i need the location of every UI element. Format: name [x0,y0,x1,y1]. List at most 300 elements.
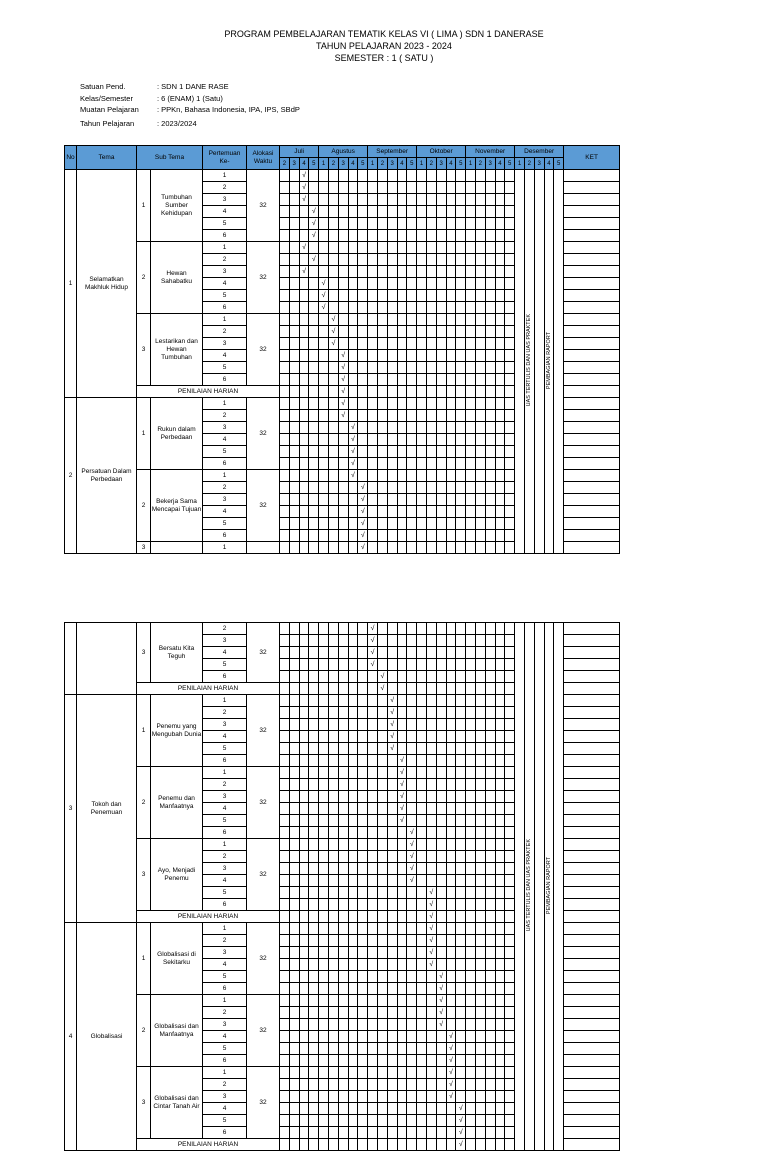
week-cell [436,458,446,470]
week-cell [475,899,485,911]
week-cell [446,314,456,326]
week-cell [289,995,299,1007]
check-mark: √ [351,472,355,479]
week-cell [397,1103,407,1115]
week-cell [466,995,476,1007]
tema-name: Persatuan Dalam Perbedaan [77,398,137,554]
week-cell [338,767,348,779]
week-cell [485,338,495,350]
week-cell [505,314,515,326]
week-cell [358,1115,368,1127]
week-cell [495,206,505,218]
week-cell [280,839,290,851]
week-cell [407,635,417,647]
week-cell [387,218,397,230]
week-cell [426,1079,436,1091]
week-cell [446,899,456,911]
week-cell [358,230,368,242]
week-cell [309,194,319,206]
week-cell [280,1079,290,1091]
week-cell [328,302,338,314]
week-cell [387,899,397,911]
week-cell [338,647,348,659]
week-cell [377,1043,387,1055]
week-cell [328,1007,338,1019]
week-cell [309,266,319,278]
week-cell [387,446,397,458]
week-cell [319,182,329,194]
week-cell [407,875,417,887]
week-cell [485,827,495,839]
week-cell [456,290,466,302]
week-cell [475,242,485,254]
week-cell [348,851,358,863]
week-cell [436,1091,446,1103]
week-cell [426,959,436,971]
check-mark: √ [341,376,346,383]
week-cell [289,707,299,719]
week-cell [505,506,515,518]
week-cell [319,374,329,386]
week-cell [319,887,329,899]
week-cell [289,350,299,362]
week-cell [368,194,378,206]
week-cell [328,518,338,530]
week-cell [466,1115,476,1127]
week-cell [280,959,290,971]
page-title [0,28,768,64]
pertemuan-number: 4 [203,434,247,446]
week-cell [309,851,319,863]
week-cell [377,434,387,446]
week-cell [358,863,368,875]
tema-name: Selamatkan Makhluk Hidup [77,170,137,398]
week-cell [299,446,309,458]
week-cell [319,254,329,266]
week-cell [368,923,378,935]
week-cell [299,350,309,362]
week-cell [328,671,338,683]
week-cell [387,743,397,755]
week-number: 4 [397,158,407,170]
week-cell [299,398,309,410]
week-cell [387,959,397,971]
week-cell [436,326,446,338]
week-cell [328,995,338,1007]
week-cell [436,1067,446,1079]
week-cell [407,1127,417,1139]
week-cell [505,815,515,827]
week-cell [289,779,299,791]
ket-cell [564,374,620,386]
week-cell [397,494,407,506]
pertemuan-number: 4 [203,647,247,659]
week-cell [446,326,456,338]
week-cell [377,542,387,554]
week-cell [417,374,427,386]
week-cell [348,659,358,671]
week-cell [475,827,485,839]
week-cell [280,398,290,410]
week-cell [475,815,485,827]
week-cell [289,1055,299,1067]
week-cell [358,1019,368,1031]
ket-cell [564,1067,620,1079]
week-cell [417,887,427,899]
week-cell [436,935,446,947]
week-cell [446,815,456,827]
week-cell [338,827,348,839]
week-cell [456,1103,466,1115]
week-cell [328,254,338,266]
ket-cell [564,947,620,959]
pertemuan-number: 5 [203,1043,247,1055]
week-cell [328,1079,338,1091]
week-cell [485,671,495,683]
week-cell [319,458,329,470]
week-cell [436,1007,446,1019]
week-cell [466,278,476,290]
week-cell [495,923,505,935]
week-cell [280,947,290,959]
week-cell [319,671,329,683]
week-cell [426,1091,436,1103]
week-cell [456,911,466,923]
pertemuan-number: 1 [203,170,247,182]
ket-cell [564,1007,620,1019]
ket-cell [564,1055,620,1067]
week-cell [407,278,417,290]
desember-week-5 [554,623,564,1151]
week-cell [426,530,436,542]
week-cell [299,458,309,470]
week-cell [397,707,407,719]
week-cell [328,899,338,911]
week-cell [280,482,290,494]
week-cell [505,1067,515,1079]
week-cell [397,875,407,887]
week-cell [485,350,495,362]
week-cell [407,506,417,518]
week-cell [338,1019,348,1031]
week-cell [397,683,407,695]
week-cell [358,887,368,899]
week-cell [280,707,290,719]
week-cell [368,863,378,875]
week-cell [495,302,505,314]
week-cell [348,983,358,995]
week-cell [309,731,319,743]
week-cell [475,671,485,683]
pertemuan-number: 3 [203,791,247,803]
week-cell [495,362,505,374]
week-cell [417,695,427,707]
week-cell [466,875,476,887]
week-cell [426,1043,436,1055]
week-cell [368,731,378,743]
week-cell [505,494,515,506]
week-cell [387,1067,397,1079]
week-cell [485,1043,495,1055]
week-cell [446,434,456,446]
week-cell [309,290,319,302]
week-cell [485,707,495,719]
week-cell [280,623,290,635]
week-cell [368,839,378,851]
week-cell [446,791,456,803]
alokasi-waktu: 32 [247,314,280,386]
week-cell [397,635,407,647]
week-cell [505,1055,515,1067]
week-cell [309,971,319,983]
week-cell [456,386,466,398]
week-cell [407,458,417,470]
week-cell [475,1091,485,1103]
week-cell [387,827,397,839]
week-cell [309,278,319,290]
week-cell [387,635,397,647]
week-cell [417,935,427,947]
week-number: 5 [407,158,417,170]
pertemuan-number: 2 [203,254,247,266]
ket-cell [564,410,620,422]
week-number: 2 [328,158,338,170]
week-cell [377,839,387,851]
week-cell [377,731,387,743]
week-cell [289,278,299,290]
week-cell [466,1007,476,1019]
week-cell [436,899,446,911]
week-cell [328,362,338,374]
ket-cell [564,266,620,278]
check-mark: √ [331,340,336,347]
week-cell [505,695,515,707]
check-mark: √ [409,829,414,836]
week-cell [485,887,495,899]
week-cell [358,386,368,398]
week-cell [475,875,485,887]
week-cell [407,266,417,278]
week-cell [319,827,329,839]
week-cell [328,314,338,326]
week-cell [475,530,485,542]
week-cell [289,230,299,242]
week-cell [289,410,299,422]
week-cell [446,707,456,719]
week-cell [446,206,456,218]
week-cell [358,326,368,338]
ket-cell [564,1043,620,1055]
week-cell [368,683,378,695]
week-cell [495,518,505,530]
week-cell [368,350,378,362]
week-cell [436,398,446,410]
week-cell [426,254,436,266]
week-cell [309,683,319,695]
pertemuan-number: 1 [203,242,247,254]
pertemuan-number: 2 [203,482,247,494]
week-cell [475,1067,485,1079]
week-cell [475,1055,485,1067]
week-cell [377,242,387,254]
week-cell [309,530,319,542]
week-cell [436,314,446,326]
check-mark: √ [400,769,404,776]
week-cell [466,470,476,482]
week-cell [358,803,368,815]
week-cell [289,542,299,554]
week-cell [338,1139,348,1151]
week-cell [319,635,329,647]
week-cell [466,206,476,218]
week-cell [446,242,456,254]
check-mark: √ [341,352,346,359]
week-cell [368,815,378,827]
week-cell [387,1091,397,1103]
week-cell [289,290,299,302]
week-cell [319,338,329,350]
week-cell [456,422,466,434]
ket-cell [564,290,620,302]
week-cell [456,1115,466,1127]
week-cell [426,851,436,863]
week-cell [280,350,290,362]
week-number: 1 [466,158,476,170]
week-cell [387,278,397,290]
week-cell [426,863,436,875]
ket-cell [564,458,620,470]
week-cell [446,362,456,374]
week-cell [319,815,329,827]
pertemuan-number: 6 [203,1127,247,1139]
week-cell [358,518,368,530]
week-cell [495,743,505,755]
week-cell [358,314,368,326]
week-cell [417,983,427,995]
week-cell [319,350,329,362]
week-cell [338,755,348,767]
week-cell [309,755,319,767]
week-cell [426,695,436,707]
ket-cell [564,959,620,971]
week-cell [299,1139,309,1151]
week-cell [436,1139,446,1151]
week-cell [377,911,387,923]
week-cell [426,767,436,779]
week-cell [397,695,407,707]
week-cell [358,1007,368,1019]
week-cell [358,719,368,731]
week-cell [456,470,466,482]
week-cell [475,719,485,731]
week-cell [328,779,338,791]
week-cell [466,659,476,671]
week-cell [446,647,456,659]
week-cell [387,1115,397,1127]
desember-raport-note [544,623,554,1151]
week-cell [280,899,290,911]
week-cell [358,635,368,647]
week-cell [289,935,299,947]
week-cell [436,218,446,230]
week-cell [368,302,378,314]
ket-cell [564,350,620,362]
penilaian-harian-label: PENILAIAN HARIAN [137,386,280,398]
pertemuan-number: 6 [203,458,247,470]
week-cell [358,458,368,470]
ket-cell [564,278,620,290]
week-cell [299,1007,309,1019]
week-cell [280,1055,290,1067]
week-cell [387,875,397,887]
info-value: : 6 (ENAM) 1 (Satu) [157,94,223,103]
week-cell [377,458,387,470]
week-cell [358,470,368,482]
week-cell [377,1103,387,1115]
week-cell [328,206,338,218]
week-cell [358,206,368,218]
week-cell [436,1127,446,1139]
week-cell [505,947,515,959]
pertemuan-number: 3 [203,1019,247,1031]
pertemuan-number: 2 [203,1007,247,1019]
week-cell [377,767,387,779]
week-cell [299,935,309,947]
week-cell [397,242,407,254]
week-cell [328,767,338,779]
week-cell [348,875,358,887]
week-cell [397,803,407,815]
week-cell [495,1103,505,1115]
week-cell [466,911,476,923]
week-cell [328,410,338,422]
week-cell [377,170,387,182]
week-cell [309,302,319,314]
week-cell [407,170,417,182]
week-cell [377,719,387,731]
week-cell [397,542,407,554]
week-cell [426,1055,436,1067]
week-cell [289,326,299,338]
week-cell [377,779,387,791]
week-cell [485,326,495,338]
week-cell [358,506,368,518]
week-cell [348,482,358,494]
week-cell [309,518,319,530]
week-cell [280,815,290,827]
week-cell [309,410,319,422]
week-cell [319,983,329,995]
desember-week-1 [515,623,525,1151]
week-cell [319,206,329,218]
month-header: November [466,146,515,158]
week-cell [495,1043,505,1055]
week-cell [475,1115,485,1127]
week-cell [446,743,456,755]
week-cell [289,194,299,206]
week-cell [358,1127,368,1139]
week-cell [485,623,495,635]
week-cell [289,887,299,899]
week-cell [319,398,329,410]
week-cell [475,434,485,446]
week-cell [338,218,348,230]
week-cell [387,170,397,182]
header-pertemuan: Pertemuan Ke- [203,146,247,170]
check-mark: √ [311,220,316,227]
week-cell [417,827,427,839]
week-cell [309,374,319,386]
